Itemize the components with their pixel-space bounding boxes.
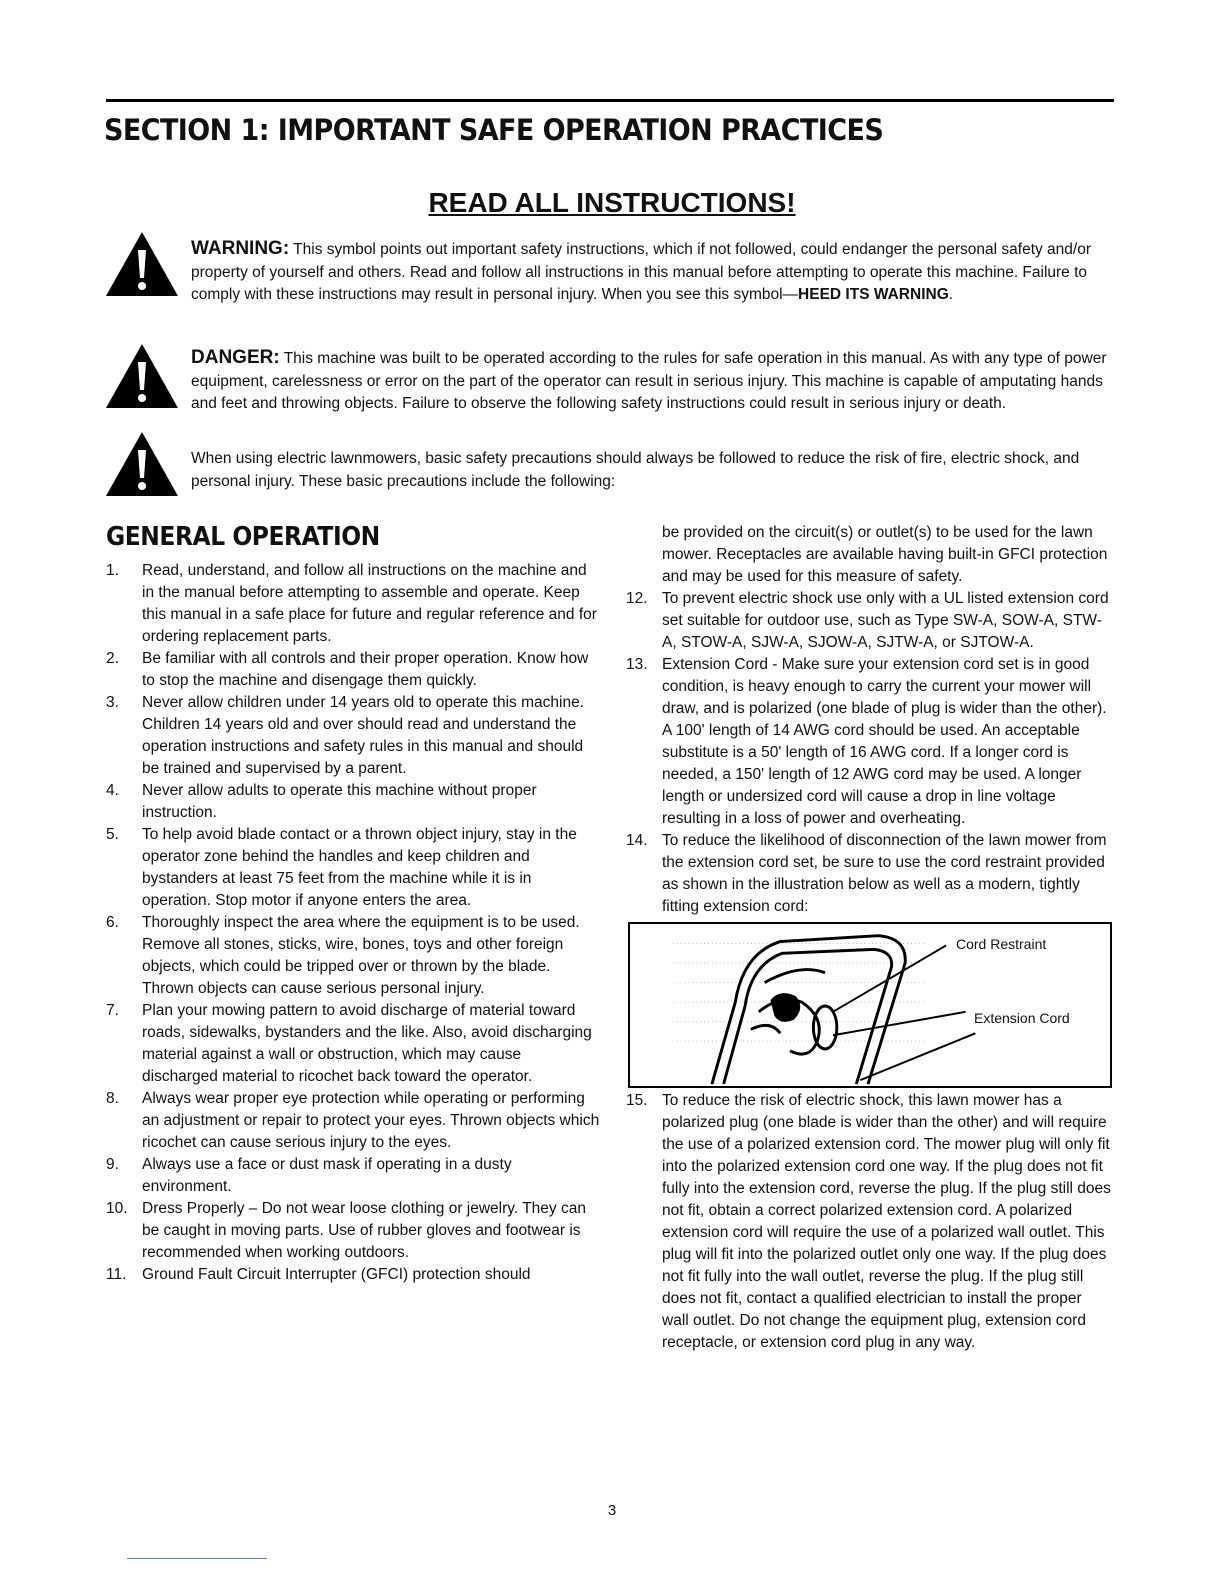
warning-text: This symbol points out important safety instructions, which if not followed, could endanger the personal safety and/or property of yourself and others. Read and follow all instructions in this manual before attempting to operate this machine. Failure to comply with these instructions may result in personal injury. When you see this symbol— (191, 241, 1092, 303)
danger-text: This machine was built to be operated according to the rules for safe operation in this manual. As with any type of power equipment, carelessness or error on the part of the operator can result in serious injury. This machine is capable of amputating hands and feet and throwing objects. Failure to observe the following safety instructions could result in serious injury or death. (191, 350, 1107, 412)
electric-triangle-icon (104, 430, 180, 498)
item-text: Plan your mowing pattern to avoid discharge of material toward roads, sidewalks, bystanders and the like. Also, avoid discharging material against a wall or obstruction, which may cause discharged material to ricochet back toward the operator. (142, 1002, 592, 1085)
item-number: 11. (106, 1266, 127, 1283)
right-column (626, 522, 1112, 1354)
item-number: 2. (106, 650, 119, 667)
item-number: 14. (626, 832, 648, 849)
list-item (106, 824, 600, 912)
list-item (106, 560, 600, 648)
item-text: Extension Cord - Make sure your extension cord set is in good condition, is heavy enough to carry the current your mower will draw, and is polarized (one blade of plug is wider than the other). A 100' length of 14 AWG cord should be used. An acceptable substitute is a 50' length of 16 AWG cord. If a longer cord is needed, a 150' length of 12 AWG cord may be used. A longer length or undersized cord will cause a drop in line voltage resulting in a loss of power and overheating. (662, 656, 1107, 827)
danger-notice (191, 347, 1111, 416)
item-text: Always use a face or dust mask if operating in a dusty environment. (142, 1156, 512, 1195)
item-text: To prevent electric shock use only with a UL listed extension cord set suitable for outdoor use, such as Type SW-A, SOW-A, STW-A, STOW-A, SJW-A, SJOW-A, SJTW-A, or SJTOW-A. (662, 590, 1109, 651)
list-item (626, 1090, 1112, 1354)
item-number: 3. (106, 694, 119, 711)
warning-bold: HEED ITS WARNING (798, 286, 949, 303)
top-rule (106, 99, 1114, 102)
warning-lead: WARNING: (191, 238, 290, 259)
warning-notice (191, 238, 1111, 307)
list-item (626, 830, 1112, 918)
item-text: To reduce the risk of electric shock, this lawn mower has a polarized plug (one blade is wider than the other) and will require the use of a polarized extension cord. The mower plug will only fit into the polarized extension cord one way. If the plug does not fit fully into the extension cord, reverse the plug. If the plug still does not fit, obtain a correct polarized extension cord. A polarized extension cord will require the use of a polarized wall outlet. This plug will fit into the polarized outlet only one way. If the plug does not fit fully into the wall outlet, reverse the plug. If the plug still does not fit, contact a qualified electrician to install the proper wall outlet. Do not change the equipment plug, extension cord receptacle, or extension cord plug in any way. (662, 1092, 1111, 1351)
cord-restraint-illustration (628, 922, 1112, 1088)
item-text: Be familiar with all controls and their proper operation. Know how to stop the machine and disengage them quickly. (142, 650, 589, 689)
item-number: 1. (106, 562, 119, 579)
item-number: 12. (626, 590, 648, 607)
item-text: To help avoid blade contact or a thrown object injury, stay in the operator zone behind the handles and keep children and bystanders at least 75 feet from the machine while it is in operation. Stop motor if anyone enters the area. (142, 826, 577, 909)
list-item (106, 648, 600, 692)
section-title: SECTION 1: IMPORTANT SAFE OPERATION PRACTICES (104, 113, 884, 147)
list-item (106, 1000, 600, 1088)
item-number: 6. (106, 914, 119, 931)
item-number: 10. (106, 1200, 128, 1217)
left-column (106, 520, 600, 1286)
list-item (106, 1198, 600, 1264)
item-number: 7. (106, 1002, 119, 1019)
list-item (106, 1264, 600, 1286)
page-number: 3 (607, 1502, 617, 1519)
danger-triangle-icon (104, 342, 180, 410)
list-item (106, 780, 600, 824)
item-11-continuation: be provided on the circuit(s) or outlet(s) to be used for the lawn mower. Receptacles are available having built-in GFCI protection and may be used for this measure of safety. (662, 524, 1108, 585)
item-text: Read, understand, and follow all instructions on the machine and in the manual before attempting to assemble and operate. Keep this manual in a safe place for future and regular reference and for ordering replacement parts. (142, 562, 597, 645)
item-text: Never allow children under 14 years old to operate this machine. Children 14 years old and over should read and understand the operation instructions and safety rules in this manual and should be trained and supervised by a parent. (142, 694, 584, 777)
item-text: To reduce the likelihood of disconnection of the lawn mower from the extension cord set, be sure to use the cord restraint provided as shown in the illustration below as well as a modern, tightly fitting extension cord: (662, 832, 1107, 915)
item-text: Always wear proper eye protection while operating or performing an adjustment or repair to protect your eyes. Thrown objects which ricochet can cause serious injury to the eyes. (142, 1090, 600, 1151)
footer-line (127, 1558, 267, 1559)
item-text: Never allow adults to operate this machine without proper instruction. (142, 782, 537, 821)
list-item (106, 1154, 600, 1198)
cord-restraint-label: Cord Restraint (956, 936, 1047, 952)
warning-triangle-icon (104, 230, 180, 298)
danger-lead: DANGER: (191, 347, 280, 368)
list-item (106, 692, 600, 780)
item-number: 9. (106, 1156, 119, 1173)
item-text: Ground Fault Circuit Interrupter (GFCI) protection should (142, 1266, 531, 1283)
list-item (106, 1088, 600, 1154)
item-text: Dress Properly – Do not wear loose clothing or jewelry. They can be caught in moving parts. Use of rubber gloves and footwear is recommended when working outdoors. (142, 1200, 586, 1261)
item-number: 15. (626, 1092, 648, 1109)
electric-notice: When using electric lawnmowers, basic safety precautions should always be followed to reduce the risk of fire, electric shock, and personal injury. These basic precautions include the following: (191, 450, 1080, 490)
item-number: 8. (106, 1090, 119, 1107)
item-text: Thoroughly inspect the area where the equipment is to be used. Remove all stones, sticks, wire, bones, toys and other foreign objects, which could be tripped over or thrown by the blade. Thrown objects can cause serious personal injury. (142, 914, 580, 997)
item-number: 13. (626, 656, 648, 673)
warning-end: . (948, 286, 954, 303)
extension-cord-label: Extension Cord (974, 1010, 1070, 1026)
general-operation-title: GENERAL OPERATION (106, 522, 380, 552)
item-number: 4. (106, 782, 119, 799)
list-item (626, 588, 1112, 654)
list-item (626, 654, 1112, 830)
read-all-heading: READ ALL INSTRUCTIONS! (428, 187, 796, 218)
list-item (106, 912, 600, 1000)
item-number: 5. (106, 826, 119, 843)
